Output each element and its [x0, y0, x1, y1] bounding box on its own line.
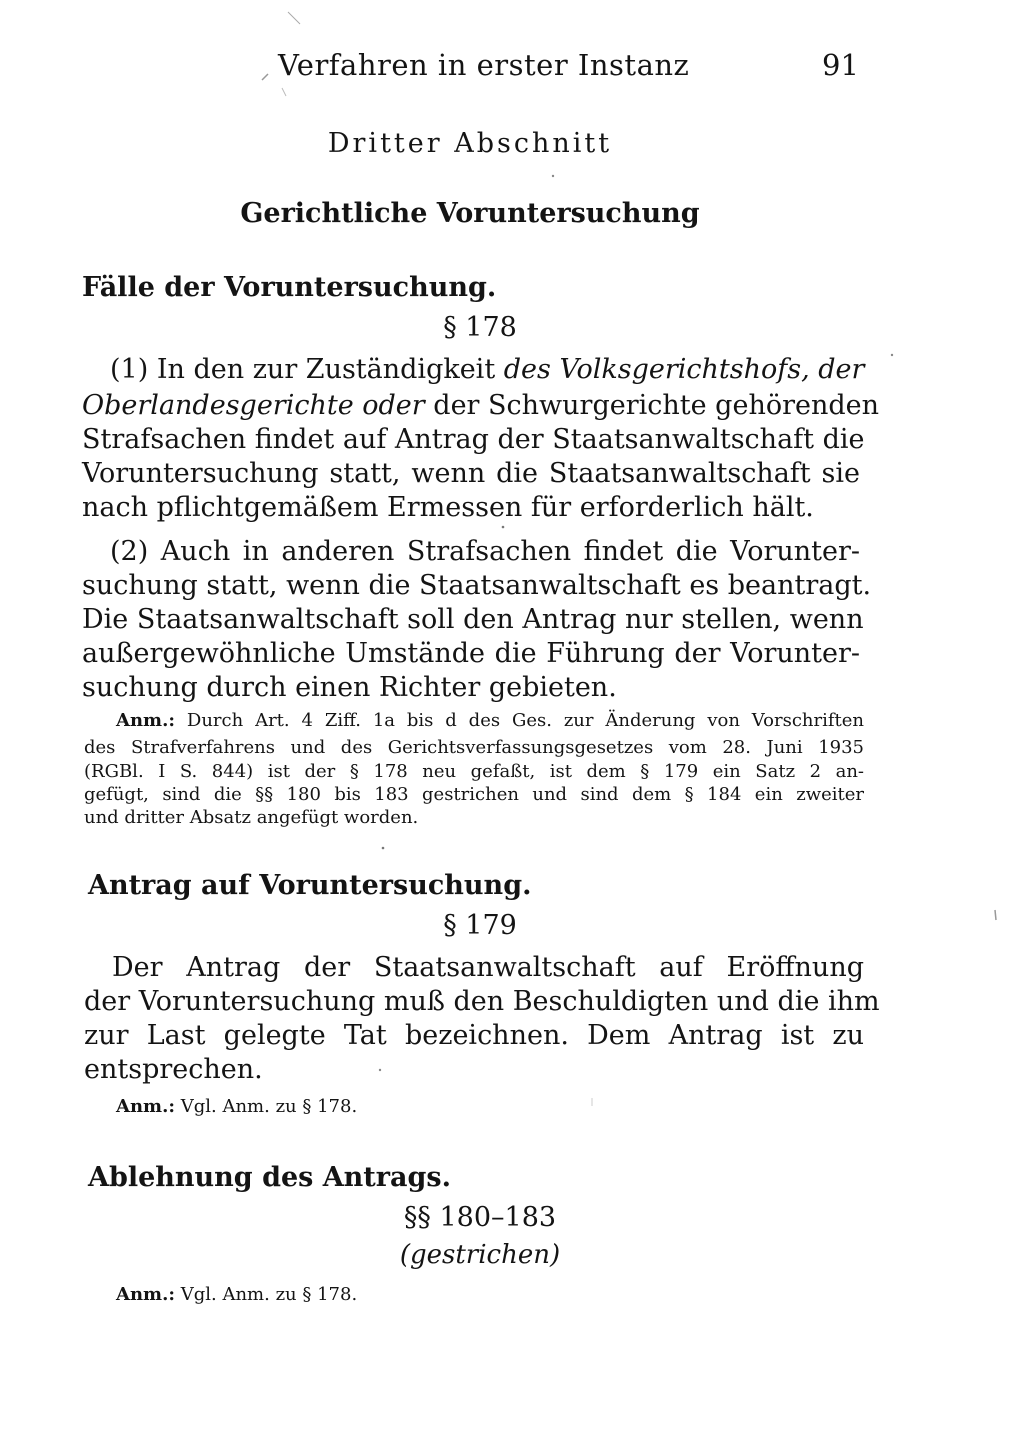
- division-label: Dritter Abschnitt: [327, 128, 613, 159]
- text-line: nach pflichtgemäßem Ermessen für erforderlich hält.: [82, 492, 814, 523]
- text-line: (1) In den zur Zuständigkeit des Volksgerichtshofs, der: [110, 354, 865, 385]
- scan-speck: [288, 12, 300, 24]
- scan-speck: [382, 847, 385, 850]
- text-line: entsprechen.: [84, 1054, 263, 1085]
- scan-speck: [891, 354, 893, 356]
- text-line: Voruntersuchung statt, wenn die Staatsanwaltschaft sie: [82, 458, 860, 489]
- scan-speck: [262, 74, 268, 80]
- scan-speck: [502, 526, 505, 529]
- text-line: der Voruntersuchung muß den Beschuldigten und die ihm: [84, 986, 880, 1017]
- text-line: suchung statt, wenn die Staatsanwaltschaft es beantragt.: [82, 570, 872, 601]
- annotation-line: gefügt, sind die §§ 180 bis 183 gestrichen und sind dem § 184 ein zweiter: [84, 784, 864, 805]
- text-line: Strafsachen findet auf Antrag der Staatsanwaltschaft die: [82, 424, 865, 455]
- annotation-line: (RGBl. I S. 844) ist der § 178 neu gefaßt, ist dem § 179 ein Satz 2 an-: [84, 761, 864, 782]
- annotation-label: Anm.:: [116, 1284, 176, 1305]
- text-line: suchung durch einen Richter gebieten.: [82, 672, 617, 703]
- annotation-line: des Strafverfahrens und des Gerichtsverfassungsgesetzes vom 28. Juni 1935: [84, 737, 864, 758]
- section-heading-179: Antrag auf Voruntersuchung.: [88, 870, 532, 901]
- text-line: außergewöhnliche Umstände die Führung der Vorunter-: [82, 638, 860, 669]
- text-line: Die Staatsanwaltschaft soll den Antrag nur stellen, wenn: [82, 604, 864, 635]
- running-head: Verfahren in erster Instanz: [278, 48, 690, 82]
- text-line: zur Last gelegte Tat bezeichnen. Dem Antrag ist zu: [84, 1020, 864, 1051]
- text-line: Oberlandesgerichte oder der Schwurgerichte gehörenden: [82, 390, 880, 421]
- section-heading-180: Ablehnung des Antrags.: [88, 1162, 451, 1193]
- scan-speck: [379, 1069, 381, 1071]
- text-line: Der Antrag der Staatsanwaltschaft auf Eröffnung: [112, 952, 864, 983]
- scan-speck: [552, 175, 554, 177]
- annotation-line: Anm.: Vgl. Anm. zu § 178.: [116, 1096, 358, 1117]
- annotation-line: Anm.: Vgl. Anm. zu § 178.: [116, 1284, 358, 1305]
- annotation-line: und dritter Absatz angefügt worden.: [84, 807, 419, 828]
- annotation-line: Anm.: Durch Art. 4 Ziff. 1a bis d des Ges. zur Änderung von Vorschriften: [116, 710, 864, 731]
- annotation-label: Anm.:: [116, 1096, 176, 1117]
- paragraph-number-180-183: §§ 180–183: [403, 1202, 557, 1233]
- paragraph-number-178: § 178: [443, 312, 517, 343]
- paragraph-number-179: § 179: [443, 910, 517, 941]
- annotation-label: Anm.:: [116, 710, 176, 731]
- scan-speck: [282, 88, 286, 96]
- division-title: Gerichtliche Voruntersuchung: [240, 198, 700, 229]
- section-heading-178: Fälle der Voruntersuchung.: [82, 272, 497, 303]
- struck-notice: (gestrichen): [399, 1240, 561, 1270]
- text-line: (2) Auch in anderen Strafsachen findet die Vorunter-: [110, 536, 860, 567]
- scan-speck: [995, 910, 996, 920]
- page-number: 91: [822, 48, 859, 82]
